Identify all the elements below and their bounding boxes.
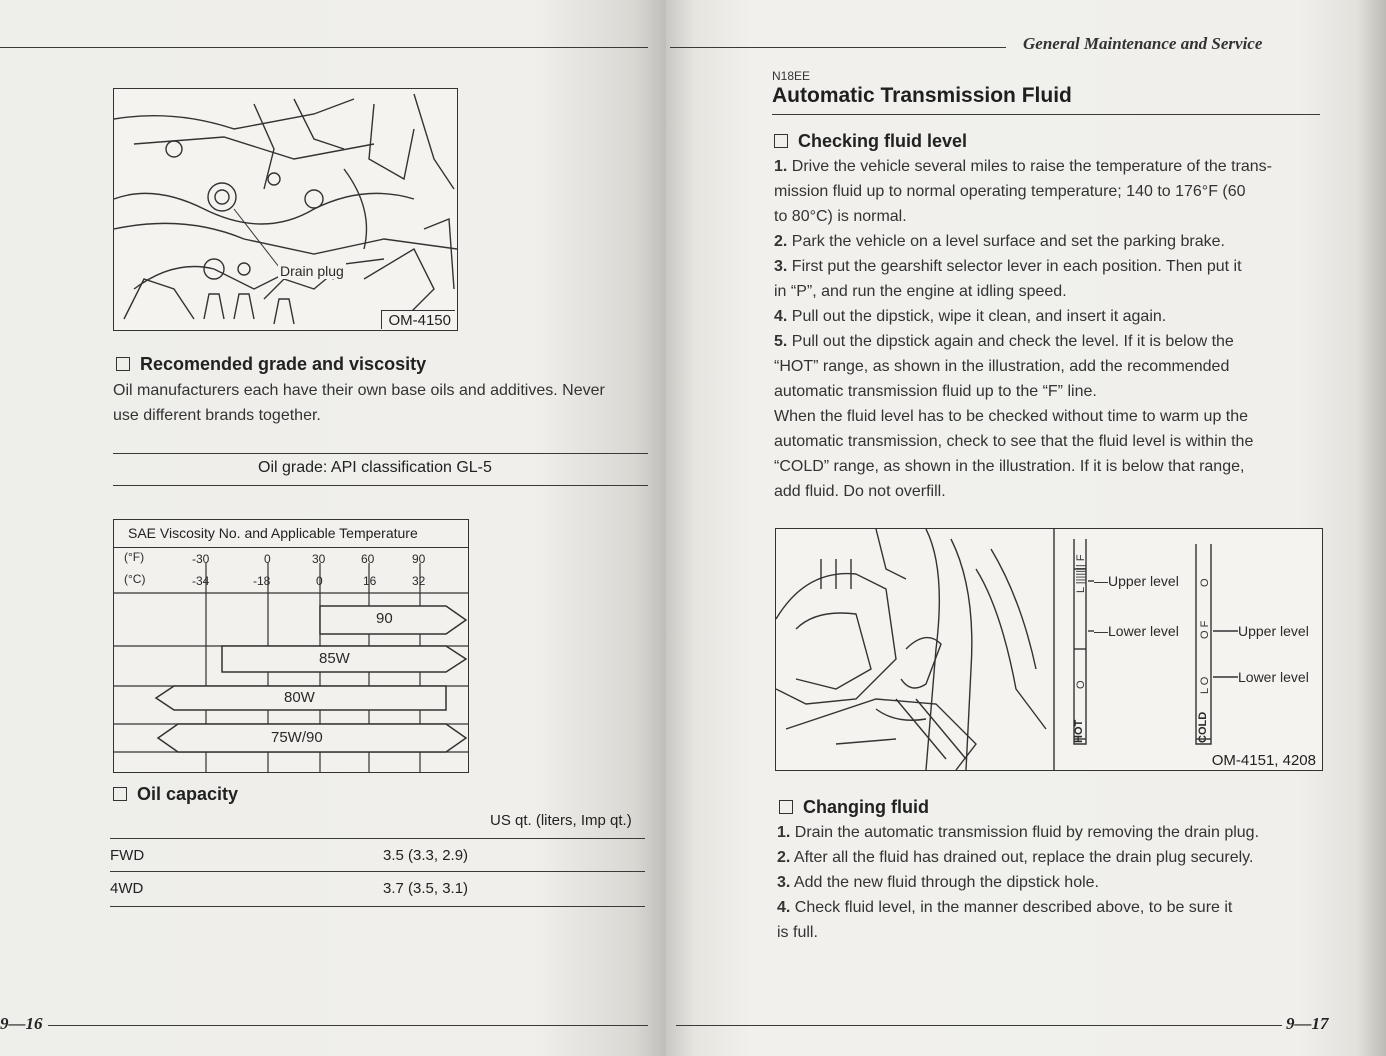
grade-label-80w: 80W <box>284 689 315 706</box>
hot-label: HOT <box>1073 719 1085 743</box>
grade-label-75w90: 75W/90 <box>271 729 323 746</box>
f-tick: 90 <box>412 552 426 566</box>
c-tick: 0 <box>316 574 323 588</box>
checkbox-icon <box>774 134 788 148</box>
capacity-value-fwd: 3.5 (3.3, 2.9) <box>383 847 469 864</box>
c-tick: 16 <box>363 574 377 588</box>
changing-heading: Changing fluid <box>779 797 929 818</box>
footer-rule-left <box>48 1025 648 1026</box>
section-title: Automatic Transmission Fluid <box>772 84 1072 107</box>
hot-lower-level: —Lower level <box>1094 623 1179 639</box>
step-line: 1. Drive the vehicle several miles to raise the temperature of the trans- <box>774 158 1273 175</box>
step-line: 4. Check fluid level, in the manner described above, to be sure it <box>777 899 1233 916</box>
viscosity-table-title: SAE Viscosity No. and Applicable Temperature <box>128 525 418 541</box>
step-line: in “P”, and run the engine at idling speed. <box>774 283 1067 300</box>
left-page <box>0 0 668 1056</box>
step-line: When the fluid level has to be checked without time to warm up the <box>774 408 1249 425</box>
f-tick: -30 <box>192 552 210 566</box>
step-line: add fluid. Do not overfill. <box>774 483 946 500</box>
c-tick: -34 <box>192 574 210 588</box>
figure-code: OM-4150 <box>381 310 455 329</box>
step-line: automatic transmission, check to see that the fluid level is within the <box>774 433 1254 450</box>
grade-label-85w: 85W <box>319 650 350 667</box>
right-page <box>666 0 1386 1056</box>
step-line: automatic transmission fluid up to the “F” line. <box>774 383 1097 400</box>
recommended-text-line2: use different brands together. <box>113 407 321 424</box>
grade-label-90: 90 <box>376 610 393 627</box>
recommended-grade-heading: Recomended grade and viscosity <box>116 354 426 375</box>
checkbox-icon <box>116 357 130 371</box>
transmission-illustration <box>114 89 457 330</box>
f-tick: 0 <box>264 552 271 566</box>
checkbox-icon <box>779 800 793 814</box>
step-line: 3. First put the gearshift selector lever in each position. Then put it <box>774 258 1242 275</box>
hot-upper-level: —Upper level <box>1094 573 1179 589</box>
checkbox-icon <box>113 787 127 801</box>
f-tick: 60 <box>361 552 375 566</box>
oil-capacity-units: US qt. (liters, Imp qt.) <box>490 812 632 829</box>
step-line: 3. Add the new fluid through the dipstick hole. <box>777 874 1099 891</box>
step-line: is full. <box>777 924 818 941</box>
doc-code: N18EE <box>772 69 811 83</box>
step-line: mission fluid up to normal operating temperature; 140 to 176°F (60 <box>774 183 1246 200</box>
svg-text:L O: L O <box>1199 676 1211 694</box>
svg-text:O F: O F <box>1199 620 1211 639</box>
c-tick: -18 <box>253 574 271 588</box>
step-line: 4. Pull out the dipstick, wipe it clean, and insert it again. <box>774 308 1167 325</box>
fahrenheit-unit: (°F) <box>124 550 145 564</box>
drain-plug-label: Drain plug <box>280 263 344 279</box>
capacity-value-4wd: 3.7 (3.5, 3.1) <box>383 880 469 897</box>
checking-heading: Checking fluid level <box>774 131 967 152</box>
step-line: 1. Drain the automatic transmission fluid by removing the drain plug. <box>777 824 1260 841</box>
capacity-label-fwd: FWD <box>110 847 145 864</box>
step-line: to 80°C) is normal. <box>774 208 907 225</box>
step-line: 5. Pull out the dipstick again and check the level. If it is below the <box>774 333 1234 350</box>
cold-lower-level: Lower level <box>1238 669 1309 685</box>
step-line: “HOT” range, as shown in the illustration, add the recommended <box>774 358 1230 375</box>
cold-label: COLD <box>1197 711 1209 743</box>
svg-text:L ||||||| F: L ||||||| F <box>1075 554 1087 593</box>
step-line: “COLD” range, as shown in the illustration. If it is below that range, <box>774 458 1245 475</box>
recommended-text-line1: Oil manufacturers each have their own base oils and additives. Never <box>113 382 605 399</box>
oil-grade-rule-bottom <box>113 485 648 486</box>
svg-text:O: O <box>1199 578 1211 587</box>
header-rule <box>670 47 1006 48</box>
footer-rule-right <box>676 1025 1282 1026</box>
viscosity-table <box>113 519 469 773</box>
drain-plug-figure <box>113 88 458 331</box>
running-header: General Maintenance and Service <box>1023 34 1263 53</box>
figure-code: OM-4151, 4208 <box>1208 751 1320 769</box>
oil-grade-rule-top <box>113 453 648 454</box>
c-tick: 32 <box>412 574 426 588</box>
celsius-unit: (°C) <box>124 572 146 586</box>
title-rule <box>772 114 1320 115</box>
header-rule <box>0 47 648 48</box>
f-tick: 30 <box>312 552 326 566</box>
dipstick-illustration <box>776 529 1322 770</box>
page-number-right: 9—17 <box>1286 1014 1329 1033</box>
cold-upper-level: Upper level <box>1238 623 1309 639</box>
oil-grade-text: Oil grade: API classification GL-5 <box>258 459 492 476</box>
capacity-label-4wd: 4WD <box>110 880 144 897</box>
svg-text:O: O <box>1075 680 1087 689</box>
oil-capacity-heading: Oil capacity <box>113 784 238 805</box>
dipstick-figure <box>775 528 1323 771</box>
step-line: 2. Park the vehicle on a level surface and set the parking brake. <box>774 233 1225 250</box>
step-line: 2. After all the fluid has drained out, replace the drain plug securely. <box>777 849 1254 866</box>
page-number-left: 9—16 <box>0 1014 43 1033</box>
